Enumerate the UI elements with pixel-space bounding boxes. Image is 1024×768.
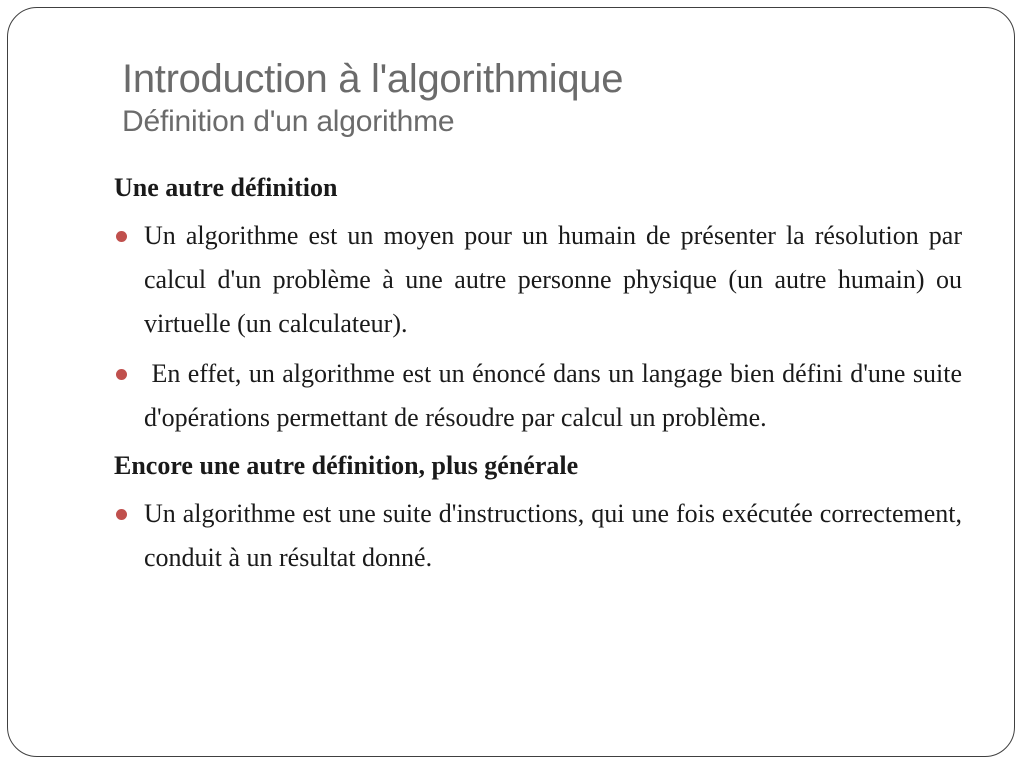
slide-title: Introduction à l'algorithmique: [122, 57, 624, 101]
bullet-dot-icon: [116, 231, 127, 242]
section-heading: Encore une autre définition, plus générale: [114, 451, 579, 480]
title-block: [122, 56, 982, 140]
bullet-item: [114, 492, 962, 580]
bullet-item: [114, 352, 969, 440]
bullet-dot-icon: [116, 509, 127, 520]
slide-content: [114, 168, 969, 586]
bullet-item: [114, 214, 962, 346]
bullet-dot-icon: [116, 369, 127, 380]
bullet-text: Un algorithme est un moyen pour un humain de présenter la résolution par calcul d'un problème à une autre personne physique (un autre humain) ou virtuelle (un calculateur).: [144, 221, 962, 338]
slide-subtitle: Définition d'un algorithme: [122, 105, 455, 138]
bullet-text: Un algorithme est une suite d'instructions, qui une fois exécutée correctement, conduit à un résultat donné.: [144, 499, 962, 572]
section-heading: Une autre définition: [114, 173, 338, 202]
bullet-text: En effet, un algorithme est un énoncé dans un langage bien défini d'une suite d'opérations permettant de résoudre par calcul un problème.: [144, 359, 969, 432]
